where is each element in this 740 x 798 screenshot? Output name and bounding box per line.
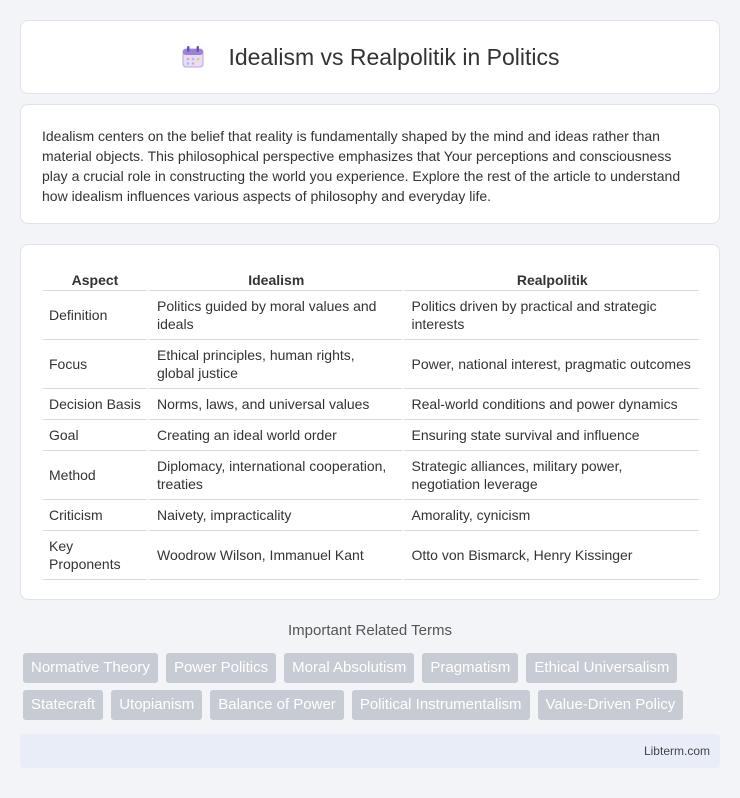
- table-cell-realpolitik: Amorality, cynicism: [402, 500, 699, 531]
- related-term-tag[interactable]: Balance of Power: [210, 690, 344, 720]
- table-row: [43, 451, 699, 500]
- related-terms-title: Important Related Terms: [288, 622, 452, 639]
- related-term-tag[interactable]: Political Instrumentalism: [352, 690, 530, 720]
- comparison-table: [43, 265, 699, 580]
- table-cell-realpolitik: Politics driven by practical and strategic interests: [402, 291, 699, 340]
- calendar-icon: [180, 44, 206, 70]
- related-term-tag[interactable]: Moral Absolutism: [284, 653, 414, 683]
- table-cell-realpolitik: Strategic alliances, military power, negotiation leverage: [402, 451, 699, 500]
- table-row: [43, 500, 699, 531]
- table-cell-aspect: Definition: [43, 291, 147, 340]
- table-row: [43, 389, 699, 420]
- intro-card: [20, 104, 720, 224]
- header-card: [20, 20, 720, 94]
- footer: [20, 734, 720, 768]
- comparison-table-card: [20, 244, 720, 600]
- table-cell-idealism: Naivety, impracticality: [147, 500, 402, 531]
- related-term-tag[interactable]: Pragmatism: [422, 653, 518, 683]
- table-cell-aspect: Goal: [43, 420, 147, 451]
- related-term-tag[interactable]: Power Politics: [166, 653, 276, 683]
- table-cell-realpolitik: Real-world conditions and power dynamics: [402, 389, 699, 420]
- table-cell-idealism: Diplomacy, international cooperation, treaties: [147, 451, 402, 500]
- table-row: [43, 531, 699, 580]
- table-cell-aspect: Method: [43, 451, 147, 500]
- table-cell-idealism: Politics guided by moral values and ideals: [147, 291, 402, 340]
- related-term-tag[interactable]: Utopianism: [111, 690, 202, 720]
- table-cell-aspect: Key Proponents: [43, 531, 147, 580]
- table-cell-aspect: Focus: [43, 340, 147, 389]
- table-cell-realpolitik: Power, national interest, pragmatic outcomes: [402, 340, 699, 389]
- header-aspect: Aspect: [43, 265, 147, 291]
- table-row: [43, 340, 699, 389]
- table-cell-idealism: Woodrow Wilson, Immanuel Kant: [147, 531, 402, 580]
- related-term-tag[interactable]: Value-Driven Policy: [538, 690, 684, 720]
- table-cell-idealism: Ethical principles, human rights, global justice: [147, 340, 402, 389]
- table-cell-aspect: Decision Basis: [43, 389, 147, 420]
- intro-text: Idealism centers on the belief that reality is fundamentally shaped by the mind and ideas rather than material objects. This philosophical perspective emphasizes that Your perceptions and consciousness play a crucial role in constructing the world you experience. Explore the rest of the article to understand how idealism influences various aspects of philosophy and everyday life.: [42, 128, 681, 204]
- related-term-tag[interactable]: Ethical Universalism: [526, 653, 677, 683]
- related-term-tag[interactable]: Statecraft: [23, 690, 103, 720]
- table-row: [43, 420, 699, 451]
- header-realpolitik: Realpolitik: [402, 265, 699, 291]
- related-terms-row-1: [23, 653, 723, 683]
- table-cell-idealism: Creating an ideal world order: [147, 420, 402, 451]
- table-cell-aspect: Criticism: [43, 500, 147, 531]
- page-title: Idealism vs Realpolitik in Politics: [228, 43, 560, 70]
- table-header-row: [43, 265, 699, 291]
- header-idealism: Idealism: [147, 265, 402, 291]
- table-row: [43, 291, 699, 340]
- table-cell-idealism: Norms, laws, and universal values: [147, 389, 402, 420]
- table-cell-realpolitik: Otto von Bismarck, Henry Kissinger: [402, 531, 699, 580]
- related-term-tag[interactable]: Normative Theory: [23, 653, 158, 683]
- footer-site-link[interactable]: Libterm.com: [643, 744, 710, 758]
- related-terms-row-2: [23, 690, 723, 720]
- table-cell-realpolitik: Ensuring state survival and influence: [402, 420, 699, 451]
